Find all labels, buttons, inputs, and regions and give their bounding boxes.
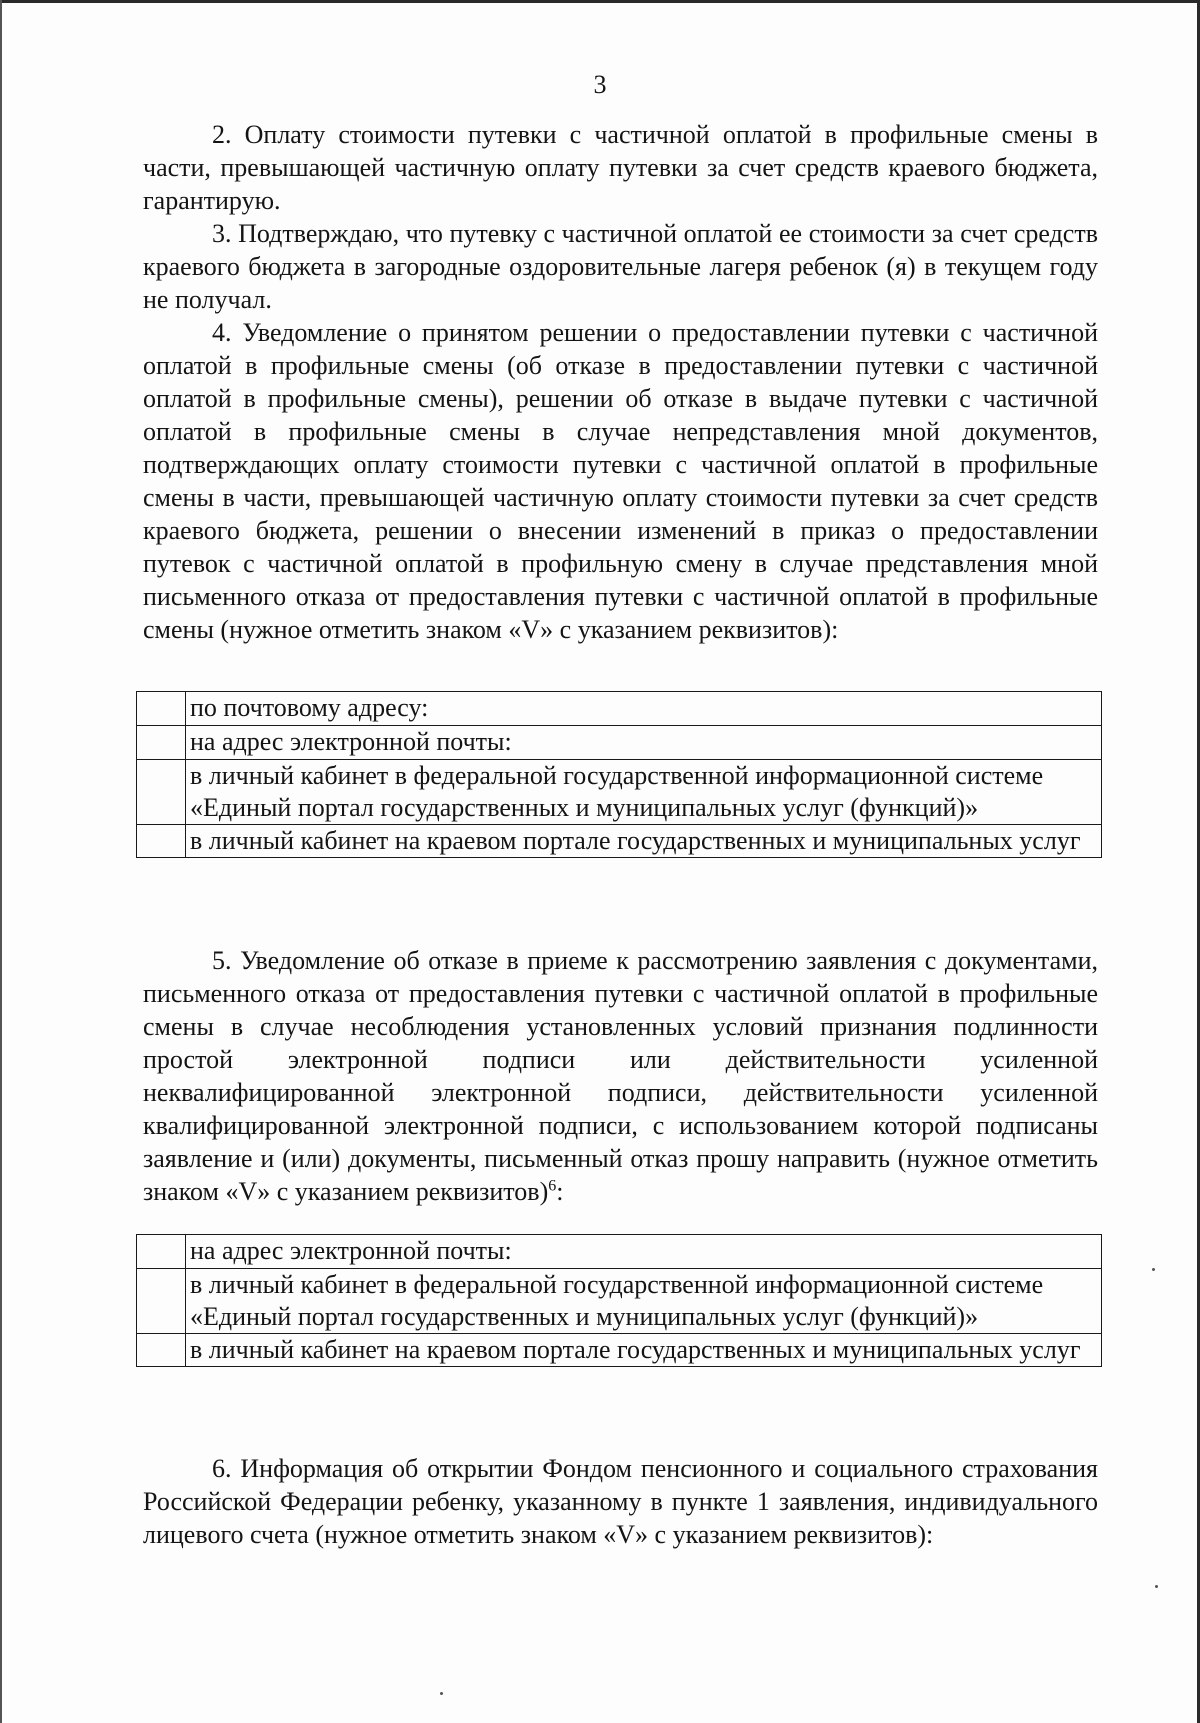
option-label: в личный кабинет в федеральной государственной информационной системе «Единый портал государственных и муниципальных услуг (функций)» xyxy=(186,1269,1102,1334)
paragraph-3: 3. Подтверждаю, что путевку с частичной оплатой ее стоимости за счет средств краевого бюджета в загородные оздоровительные лагеря ребенок (я) в текущем году не получал. xyxy=(143,219,1098,314)
page-number: 3 xyxy=(593,70,607,99)
scan-edge-left xyxy=(0,0,2,1723)
paragraph-4: 4. Уведомление о принятом решении о предоставлении путевки с частичной оплатой в профильные смены (об отказе в предоставлении путевки с частичной оплатой в профильные смены), решении об отказе в выдаче путевки с частичной оплатой в профильные смены в случае непредставления мной документов, подтверждающих оплату стоимости путевки с частичной оплатой в профильные смены в части, превышающей частичную оплату стоимости путевки за счет средств краевого бюджета, решении о внесении изменений в приказ о предоставлении путевок с частичной оплатой в профильную смену в случае представления мной письменного отказа от предоставления путевки с частичной оплатой в профильные смены (нужное отметить знаком «V» с указанием реквизитов): xyxy=(143,318,1098,644)
table-row xyxy=(137,760,1102,825)
document-body xyxy=(143,118,1098,646)
paragraph-6-block xyxy=(143,1452,1098,1551)
notification-options-table-2 xyxy=(136,1234,1102,1367)
table-row xyxy=(137,1334,1102,1367)
option-label: в личный кабинет на краевом портале государственных и муниципальных услуг xyxy=(186,825,1102,858)
checkbox-cell[interactable] xyxy=(137,1334,186,1367)
table-row xyxy=(137,726,1102,760)
checkbox-cell[interactable] xyxy=(137,1235,186,1269)
paragraph-5 xyxy=(143,944,1098,1208)
option-label: в личный кабинет в федеральной государственной информационной системе «Единый портал государственных и муниципальных услуг (функций)» xyxy=(186,760,1102,825)
checkbox-cell[interactable] xyxy=(137,1269,186,1334)
table-row xyxy=(137,825,1102,858)
table-row xyxy=(137,1235,1102,1269)
paragraph-6: 6. Информация об открытии Фондом пенсионного и социального страхования Российской Федерации ребенку, указанному в пункте 1 заявления, индивидуального лицевого счета (нужное отметить знаком «V» с указанием реквизитов): xyxy=(143,1454,1098,1549)
table-row xyxy=(137,1269,1102,1334)
option-label: в личный кабинет на краевом портале государственных и муниципальных услуг xyxy=(186,1334,1102,1367)
option-label: на адрес электронной почты: xyxy=(186,726,1102,760)
table-row xyxy=(137,692,1102,726)
option-label: на адрес электронной почты: xyxy=(186,1235,1102,1269)
scan-speck xyxy=(1152,1268,1155,1271)
checkbox-cell[interactable] xyxy=(137,760,186,825)
paragraph-5-end: : xyxy=(556,1177,564,1206)
checkbox-cell[interactable] xyxy=(137,726,186,760)
option-label: по почтовому адресу: xyxy=(186,692,1102,726)
scan-speck xyxy=(1155,1585,1158,1588)
scan-edge-top xyxy=(0,0,1200,3)
checkbox-cell[interactable] xyxy=(137,692,186,726)
scan-speck xyxy=(440,1692,443,1695)
paragraph-2: 2. Оплату стоимости путевки с частичной оплатой в профильные смены в части, превышающей частичную оплату путевки за счет средств краевого бюджета, гарантирую. xyxy=(143,120,1098,215)
checkbox-cell[interactable] xyxy=(137,825,186,858)
paragraph-5-block xyxy=(143,944,1098,1208)
notification-options-table-1 xyxy=(136,691,1102,858)
footnote-mark: 6 xyxy=(548,1177,557,1195)
paragraph-5-text: 5. Уведомление об отказе в приеме к рассмотрению заявления с документами, письменного отказа от предоставления путевки с частичной оплатой в профильные смены в случае несоблюдения установленных условий признания подлинности простой электронной подписи или действительности усиленной неквалифицированной электронной подписи, действительности усиленной квалифицированной электронной подписи, с использованием которой подписаны заявление и (или) документы, письменный отказ прошу направить (нужное отметить знаком «V» с указанием реквизитов) xyxy=(143,946,1098,1206)
